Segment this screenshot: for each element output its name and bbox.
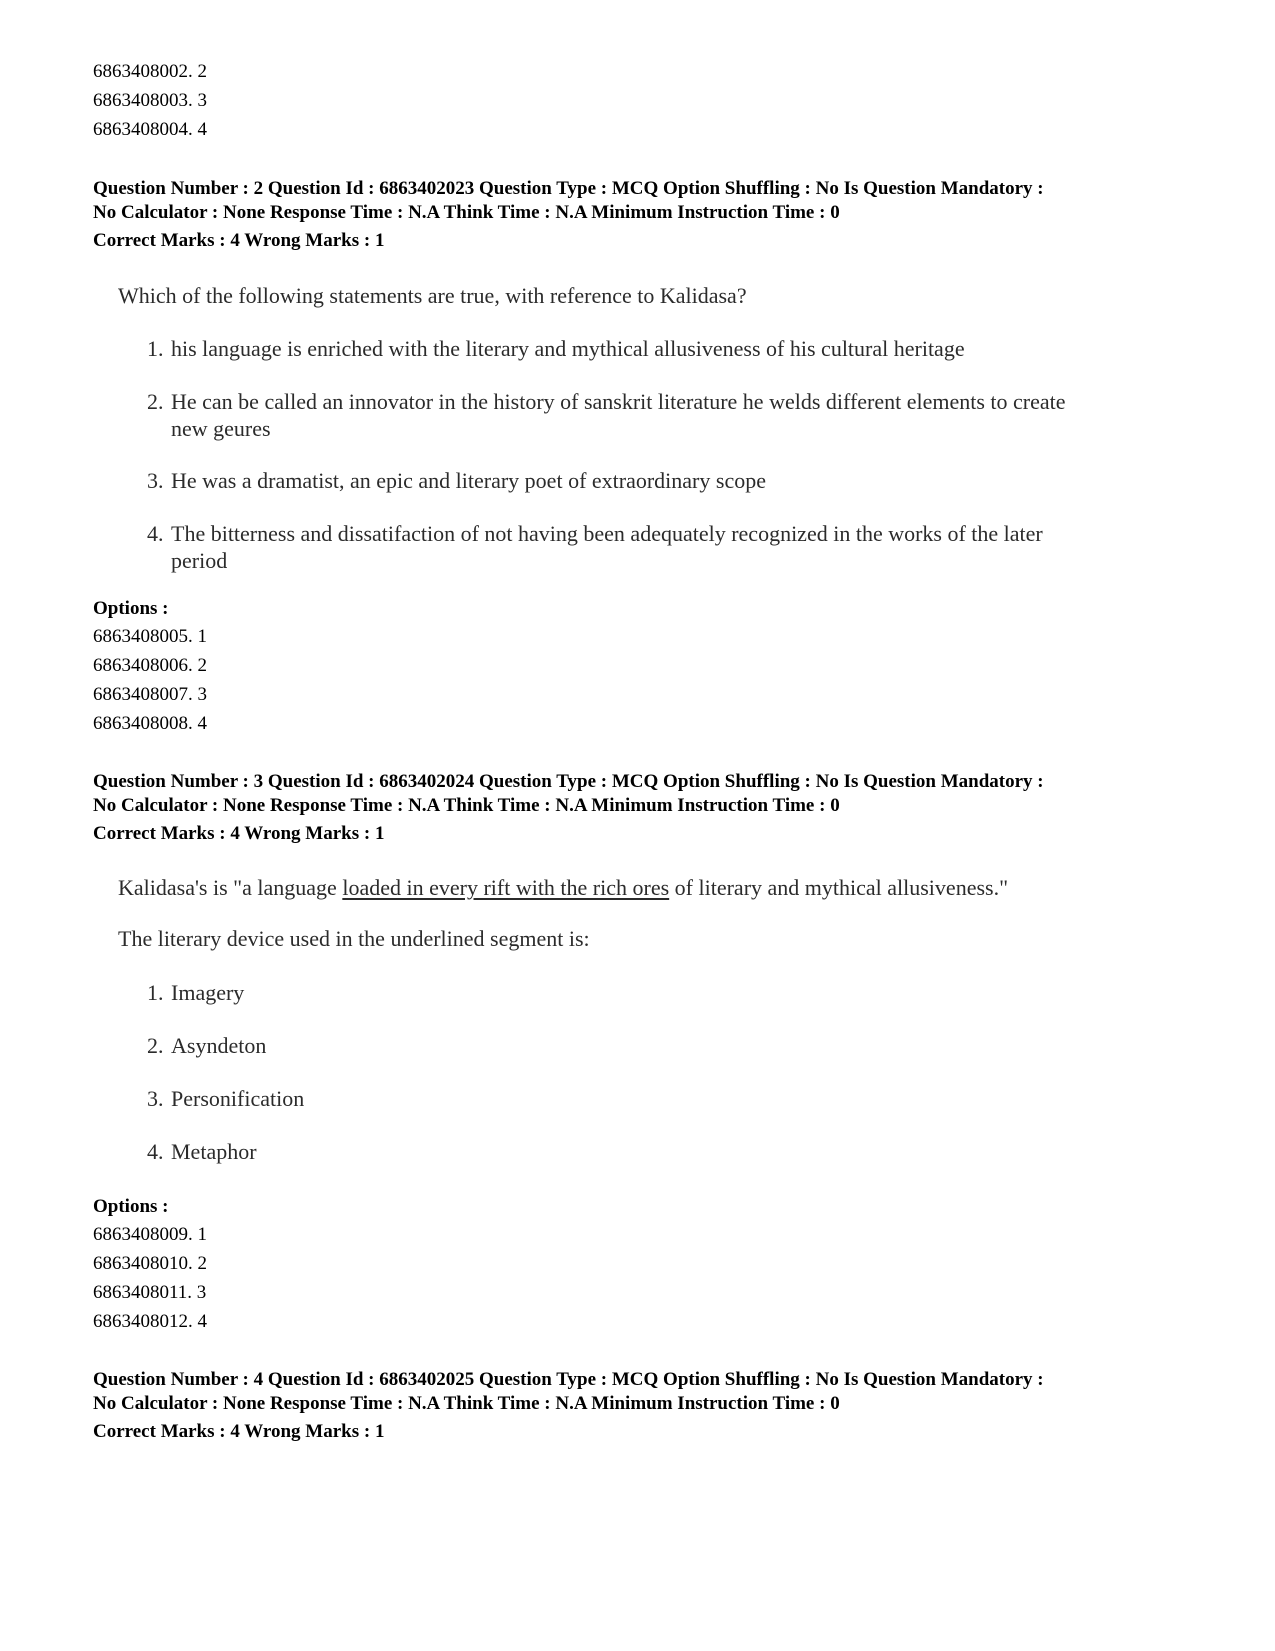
question-meta-line: No Calculator : None Response Time : N.A Think Time : N.A Minimum Instruction Time : 0 (93, 202, 840, 223)
answer-number: 2. (147, 1033, 164, 1058)
option-line: 6863408011. 3 (93, 1282, 207, 1303)
options-label: Options : (93, 598, 169, 619)
question-marks-line: Correct Marks : 4 Wrong Marks : 1 (93, 1421, 385, 1442)
question-marks-line: Correct Marks : 4 Wrong Marks : 1 (93, 230, 385, 251)
answer-text: Metaphor (171, 1139, 257, 1164)
option-line: 6863408005. 1 (93, 626, 207, 647)
stem-text: Kalidasa's is "a language (118, 875, 343, 900)
statement-text-cont: period (171, 548, 228, 573)
options-label: Options : (93, 1196, 169, 1217)
statement-number: 3. (147, 468, 164, 493)
question-meta-line: Question Number : 4 Question Id : 6863402025 Question Type : MCQ Option Shuffling : No Is Question Mandatory : (93, 1369, 1044, 1390)
option-line: 6863408002. 2 (93, 61, 207, 82)
option-line: 6863408009. 1 (93, 1224, 207, 1245)
statement-text: his language is enriched with the literary and mythical allusiveness of his cultural heritage (171, 336, 965, 361)
question-marks-line: Correct Marks : 4 Wrong Marks : 1 (93, 823, 385, 844)
answer-text: Imagery (171, 980, 245, 1005)
answer-text: Personification (171, 1086, 305, 1111)
stem-text: of literary and mythical allusiveness." (669, 875, 1009, 900)
answer-text: Asyndeton (171, 1033, 267, 1058)
question-stem-2: The literary device used in the underlined segment is: (118, 926, 590, 951)
option-line: 6863408008. 4 (93, 713, 207, 734)
option-line: 6863408010. 2 (93, 1253, 207, 1274)
question-meta-line: Question Number : 2 Question Id : 6863402023 Question Type : MCQ Option Shuffling : No Is Question Mandatory : (93, 178, 1044, 199)
statement-text: The bitterness and dissatifaction of not having been adequately recognized in the works of the later (171, 521, 1043, 546)
option-line: 6863408006. 2 (93, 655, 207, 676)
answer-number: 1. (147, 980, 164, 1005)
underlined-segment: loaded in every rift with the rich ores (342, 875, 670, 900)
answer-number: 4. (147, 1139, 164, 1164)
question-meta-line: Question Number : 3 Question Id : 6863402024 Question Type : MCQ Option Shuffling : No Is Question Mandatory : (93, 771, 1044, 792)
statement-number: 4. (147, 521, 164, 546)
statement-number: 1. (147, 336, 164, 361)
answer-number: 3. (147, 1086, 164, 1111)
question-meta-line: No Calculator : None Response Time : N.A Think Time : N.A Minimum Instruction Time : 0 (93, 795, 840, 816)
option-line: 6863408004. 4 (93, 119, 207, 140)
statement-number: 2. (147, 389, 164, 414)
question-meta-line: No Calculator : None Response Time : N.A Think Time : N.A Minimum Instruction Time : 0 (93, 1393, 840, 1414)
statement-text-cont: new geures (171, 416, 271, 441)
question-stem (118, 874, 1008, 902)
statement-text: He was a dramatist, an epic and literary poet of extraordinary scope (171, 468, 766, 493)
statement-text: He can be called an innovator in the history of sanskrit literature he welds different elements to create (171, 389, 1066, 414)
question-stem: Which of the following statements are true, with reference to Kalidasa? (118, 283, 747, 308)
option-line: 6863408012. 4 (93, 1311, 207, 1332)
option-line: 6863408007. 3 (93, 684, 207, 705)
option-line: 6863408003. 3 (93, 90, 207, 111)
